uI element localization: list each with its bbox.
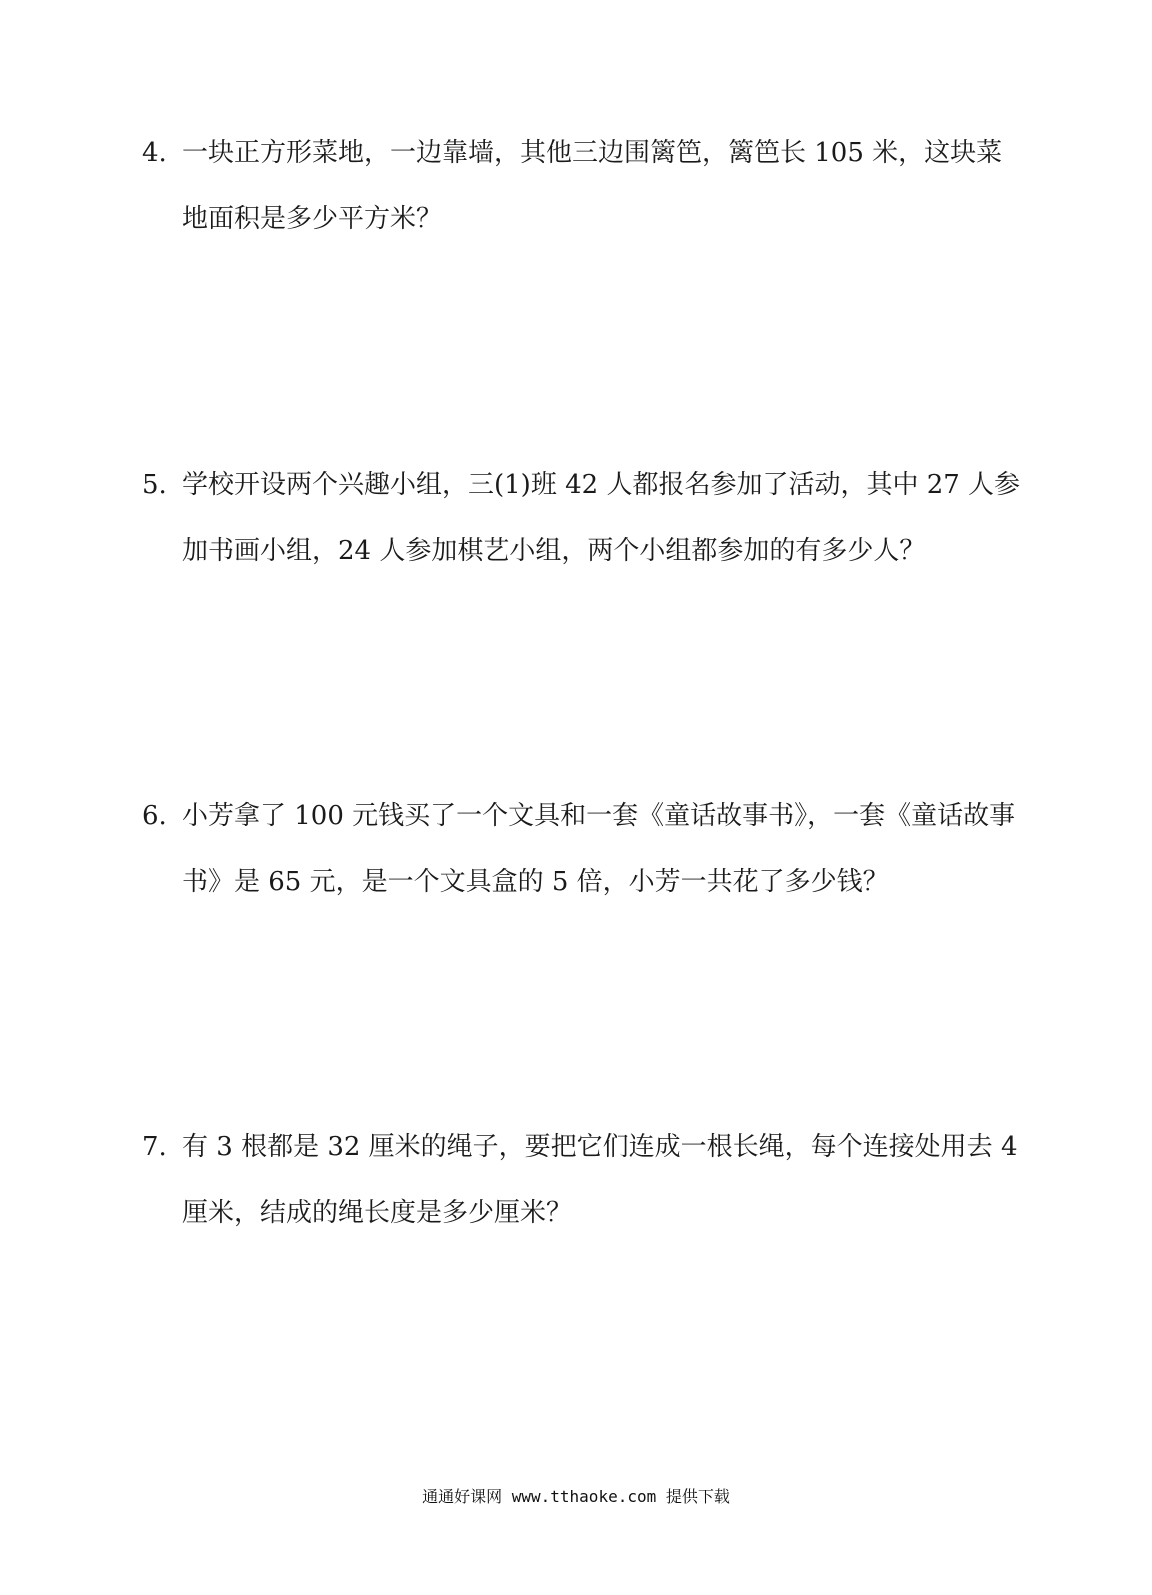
- question-7-text-2: 厘米，结成的绳长度是多少厘米？: [182, 1198, 573, 1228]
- question-7-line-1: [142, 1114, 1022, 1180]
- question-5-number: 5.: [142, 470, 167, 500]
- question-6-text-2: 书》是 65 元，是一个文具盒的 5 倍，小芳一共花了多少钱？: [182, 867, 889, 897]
- question-6-number: 6.: [142, 801, 167, 831]
- question-4-text-1: 一块正方形菜地，一边靠墙，其他三边围篱笆，篱笆长 105 米，这块菜: [182, 138, 1003, 168]
- page-footer: 通通好课网 www.tthaoke.com 提供下载: [422, 1487, 730, 1506]
- question-4-number: 4.: [142, 138, 167, 168]
- question-5-text-1: 学校开设两个兴趣小组，三(1)班 42 人都报名参加了活动，其中 27 人参: [182, 470, 1021, 500]
- question-7: [142, 1114, 1022, 1246]
- question-5: [142, 452, 1022, 584]
- question-6: [142, 783, 1022, 915]
- question-5-text-2: 加书画小组，24 人参加棋艺小组，两个小组都参加的有多少人？: [182, 536, 926, 566]
- question-4-line-1: [142, 120, 1022, 186]
- question-7-text-1: 有 3 根都是 32 厘米的绳子，要把它们连成一根长绳，每个连接处用去 4: [182, 1132, 1018, 1162]
- question-6-text-1: 小芳拿了 100 元钱买了一个文具和一套《童话故事书》，一套《童话故事: [182, 801, 1016, 831]
- question-5-line-1: [142, 452, 1022, 518]
- question-4-text-2: 地面积是多少平方米？: [182, 204, 443, 234]
- question-7-number: 7.: [142, 1132, 167, 1162]
- question-4: [142, 120, 1022, 252]
- question-6-line-1: [142, 783, 1022, 849]
